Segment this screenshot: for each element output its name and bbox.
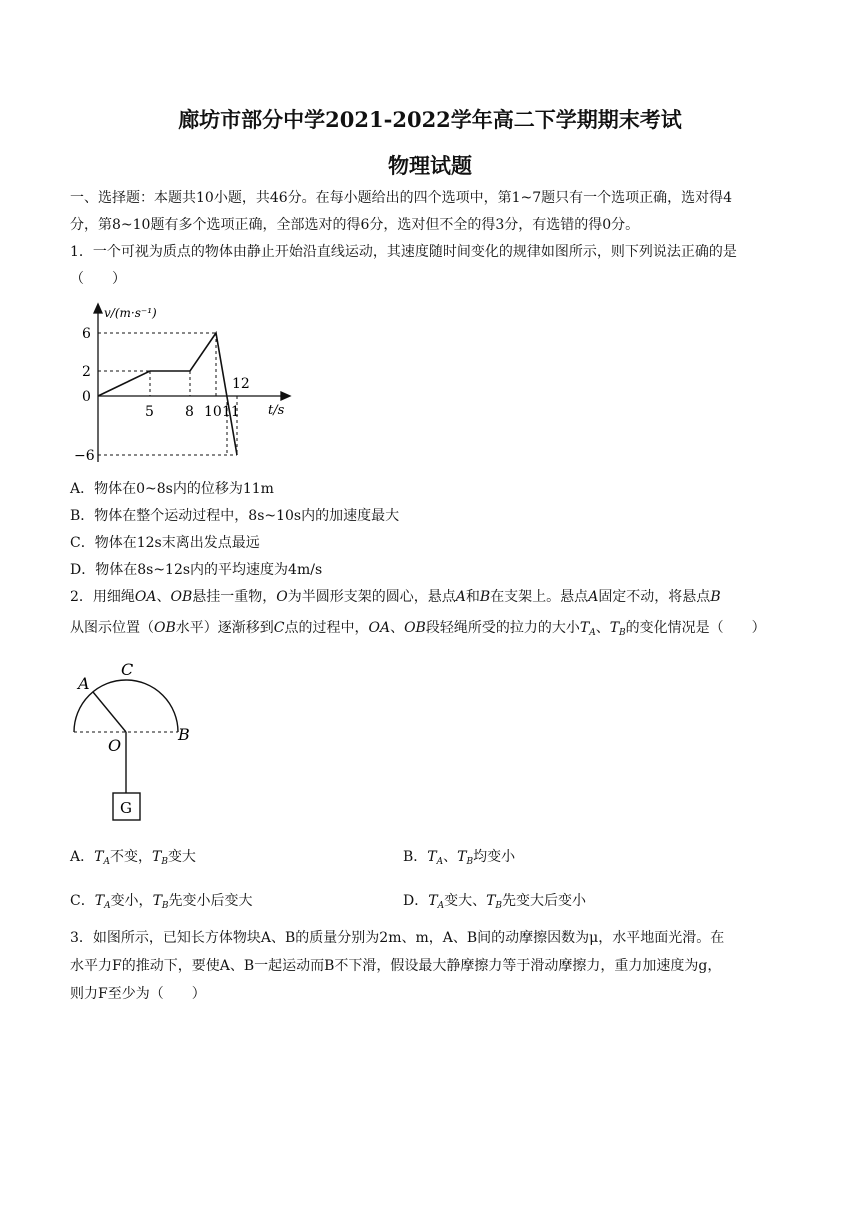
label-b: B (178, 725, 190, 744)
ytick-0: 0 (82, 389, 91, 405)
section-instructions-line2: 分，第8~10题有多个选项正确，全部选对的得6分，选对但不全的得3分，有选错的得0分。 (70, 217, 640, 233)
ytick-neg6: −6 (74, 448, 95, 464)
semicircle-support (74, 680, 178, 732)
ytick-6: 6 (82, 326, 91, 342)
q2-semicircle-figure (60, 652, 210, 827)
label-c: C (121, 660, 134, 679)
q1-option-a: A．物体在0~8s内的位移为11m (70, 481, 274, 497)
q2-option-c: C．$T_A$变小，$T_B$先变小后变大 (70, 893, 253, 911)
q2-stem-line1: 2．用细绳OA、OB悬挂一重物，O为半圆形支架的圆心，悬点A和B在支架上。悬点A固定不动，将悬点B (70, 589, 721, 605)
x-axis-arrow (281, 392, 290, 400)
section-instructions-line1: 一、选择题：本题共10小题，共46分。在每小题给出的四个选项中，第1~7题只有一个选项正确，选对得4 (70, 190, 733, 206)
label-a: A (78, 674, 90, 693)
label-g: G (120, 799, 132, 817)
y-axis-arrow (94, 304, 102, 313)
ytick-2: 2 (82, 364, 91, 380)
xtick-10: 10 (204, 404, 222, 420)
q2-option-a: A．$T_A$不变，$T_B$变大 (70, 849, 196, 867)
q1-option-b: B．物体在整个运动过程中，8s~10s内的加速度最大 (70, 508, 400, 524)
page-subtitle: 物理试题 (388, 153, 472, 178)
q1-stem-line1: 1．一个可视为质点的物体由静止开始沿直线运动，其速度随时间变化的规律如图所示，则下列说法正确的是 (70, 244, 737, 260)
q1-option-c: C．物体在12s末离出发点最远 (70, 535, 260, 551)
q2-stem-line2: 从图示位置（OB水平）逐渐移到C点的过程中，OA、OB段轻绳所受的拉力的大小$T_A$、$T_B$的变化情况是（ ） (70, 620, 766, 638)
xtick-5: 5 (145, 404, 154, 420)
q1-stem-line2: （ ） (70, 271, 126, 287)
label-o: O (108, 736, 122, 755)
y-axis-label: v/(m·s⁻¹) (104, 306, 157, 320)
x-axis-label: t/s (268, 403, 285, 418)
q1-option-d: D．物体在8s~12s内的平均速度为4m/s (70, 562, 323, 578)
xtick-8: 8 (185, 404, 194, 420)
xtick-11: 11 (222, 404, 240, 420)
q2-option-d: D．$T_A$变大、$T_B$先变大后变小 (403, 893, 587, 911)
q3-stem-line1: 3．如图所示，已知长方体物块A、B的质量分别为2m、m，A、B间的动摩擦因数为μ，水平地面光滑。在 (70, 930, 725, 946)
xtick-12: 12 (232, 376, 250, 392)
q2-option-b: B．$T_A$、$T_B$均变小 (403, 849, 516, 867)
q3-stem-line3: 则力F至少为（ ） (70, 986, 206, 1002)
page-title: 廊坊市部分中学2021-2022学年高二下学期期末考试 (178, 107, 682, 132)
rope-oa (93, 692, 126, 732)
q3-stem-line2: 水平力F的推动下，要使A、B一起运动而B不下滑，假设最大静摩擦力等于滑动摩擦力，重力加速度为g， (70, 958, 722, 974)
q1-vt-graph (72, 300, 302, 468)
